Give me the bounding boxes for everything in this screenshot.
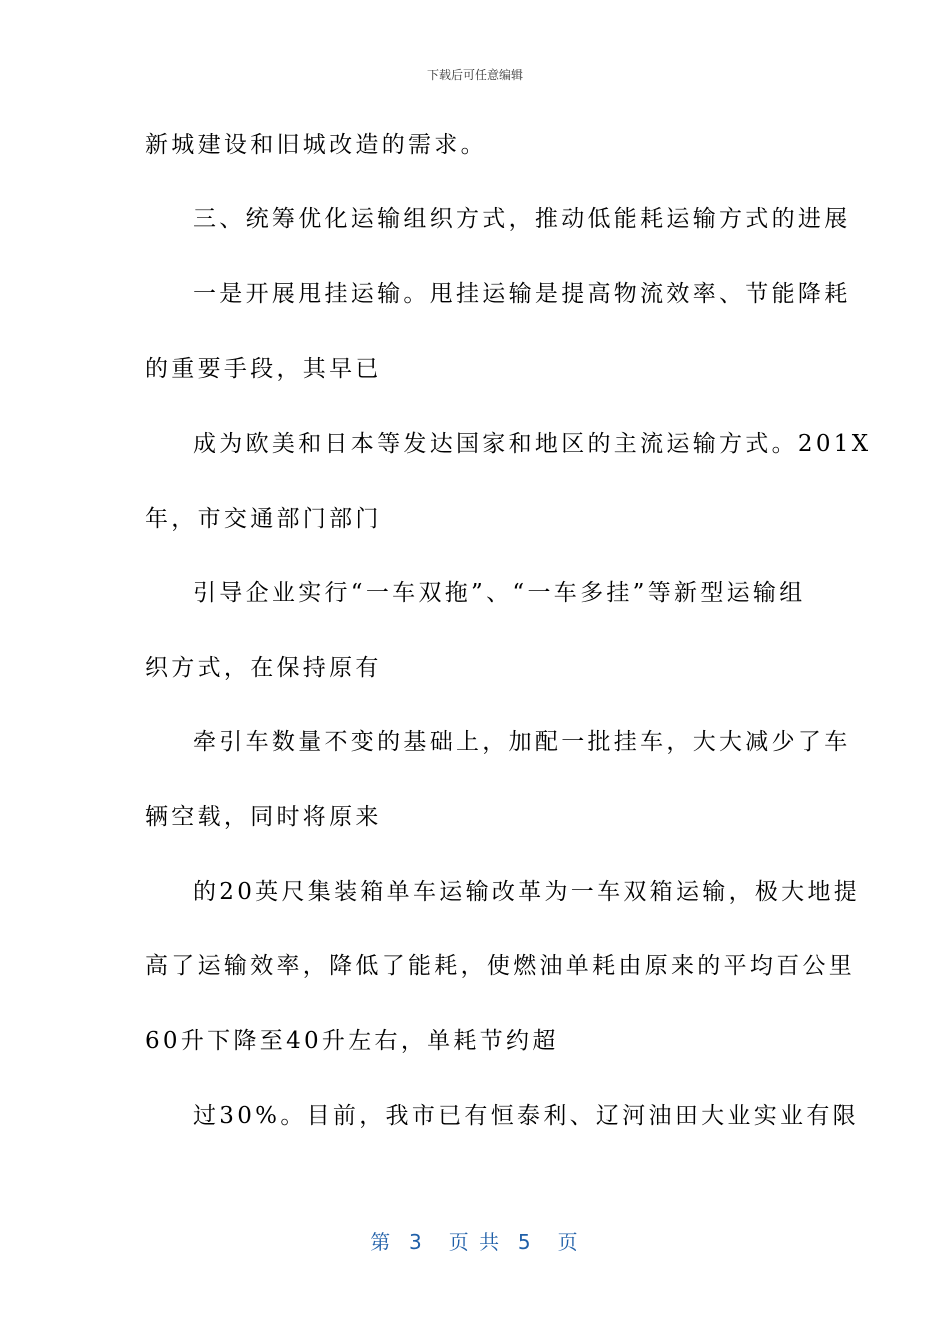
text-line: 年，市交通部门部门 — [145, 506, 382, 532]
text-line: 过30%。目前，我市已有恒泰利、辽河油田大业实业有限 — [193, 1103, 859, 1129]
text-line: 织方式，在保持原有 — [145, 655, 382, 681]
text-line: 引导企业实行“一车双拖”、“一车多挂”等新型运输组 — [193, 580, 806, 606]
text-line: 成为欧美和日本等发达国家和地区的主流运输方式。201X — [193, 431, 872, 457]
text-line: 60升下降至40升左右，单耗节约超 — [145, 1028, 559, 1054]
text-line: 辆空载，同时将原来 — [145, 804, 382, 830]
text-line: 的20英尺集装箱单车运输改革为一车双箱运输，极大地提 — [193, 879, 861, 905]
page-header: 下载后可任意编辑 — [426, 68, 523, 82]
text-line: 三、统筹优化运输组织方式，推动低能耗运输方式的进展 — [193, 206, 851, 232]
text-line: 高了运输效率，降低了能耗，使燃油单耗由原来的平均百公里 — [145, 953, 856, 979]
page-number-footer: 第 3 页 共 5 页 — [370, 1230, 580, 1254]
text-line: 一是开展甩挂运输。甩挂运输是提高物流效率、节能降耗 — [193, 281, 851, 307]
text-line: 的重要手段，其早已 — [145, 356, 382, 382]
text-line: 牵引车数量不变的基础上，加配一批挂车，大大减少了车 — [193, 729, 851, 755]
text-line: 新城建设和旧城改造的需求。 — [145, 132, 487, 158]
